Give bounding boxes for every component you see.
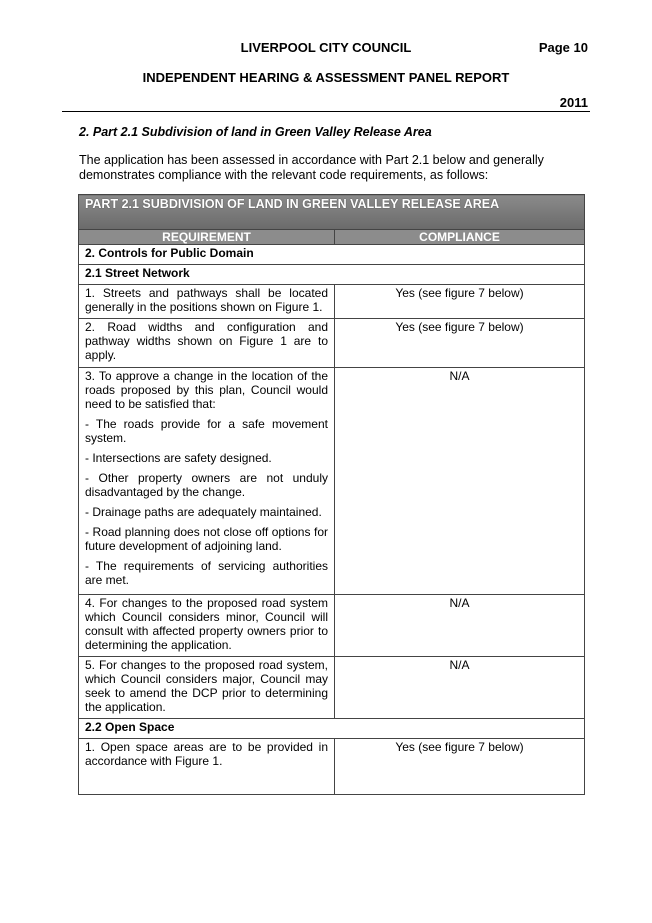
requirement-cell: 5. For changes to the proposed road system, which Council considers major, Council may seek to amend the DCP prior to determining the application.: [79, 657, 335, 719]
subgroup-row: [79, 265, 585, 285]
table-row: [79, 319, 585, 368]
table-title-row: [79, 195, 585, 230]
page-number: Page 10: [538, 40, 588, 55]
table-title: PART 2.1 SUBDIVISION OF LAND IN GREEN VALLEY RELEASE AREA: [79, 195, 585, 230]
table-row: [79, 657, 585, 719]
header-divider: [62, 111, 590, 112]
compliance-cell: Yes (see figure 7 below): [335, 739, 585, 795]
compliance-cell: N/A: [335, 595, 585, 657]
requirement-bullet: - Intersections are safety designed.: [85, 451, 272, 465]
requirement-bullet: - The requirements of servicing authorities are met.: [85, 559, 328, 587]
intro-paragraph: The application has been assessed in accordance with Part 2.1 below and generally demonstrates compliance with the relevant code requirements, as follows:: [79, 153, 544, 182]
column-header-row: [79, 230, 585, 245]
compliance-table: [78, 194, 585, 795]
requirement-cell: 2. Road widths and configuration and pathway widths shown on Figure 1 are to apply.: [79, 319, 335, 368]
subgroup-open-space: 2.2 Open Space: [79, 719, 585, 739]
subgroup-street-network: 2.1 Street Network: [79, 265, 585, 285]
table-row: [79, 368, 585, 595]
requirement-intro: 3. To approve a change in the location of the roads proposed by this plan, Council would need to be satisfied that:: [85, 369, 328, 411]
requirement-bullet: - The roads provide for a safe movement system.: [85, 417, 328, 445]
report-year: 2011: [559, 95, 588, 110]
compliance-cell: Yes (see figure 7 below): [335, 285, 585, 319]
requirement-cell: 4. For changes to the proposed road system which Council considers minor, Council will consult with affected property owners prior to determining the application.: [79, 595, 335, 657]
table-row: [79, 739, 585, 795]
table-row: [79, 285, 585, 319]
council-name: LIVERPOOL CITY COUNCIL: [240, 40, 412, 55]
requirement-bullet: - Road planning does not close off options for future development of adjoining land.: [85, 525, 328, 553]
table-row: [79, 595, 585, 657]
group-row: [79, 245, 585, 265]
compliance-cell: N/A: [335, 657, 585, 719]
column-header-compliance: COMPLIANCE: [335, 230, 585, 245]
compliance-cell: N/A: [335, 368, 585, 595]
requirement-bullet: - Other property owners are not unduly disadvantaged by the change.: [85, 471, 328, 499]
subgroup-row: [79, 719, 585, 739]
requirement-cell: 1. Open space areas are to be provided in accordance with Figure 1.: [79, 739, 335, 795]
group-controls-public-domain: 2. Controls for Public Domain: [79, 245, 585, 265]
requirement-cell: 1. Streets and pathways shall be located generally in the positions shown on Figure 1.: [79, 285, 335, 319]
requirement-cell: [79, 368, 335, 595]
report-title: INDEPENDENT HEARING & ASSESSMENT PANEL REPORT: [142, 70, 510, 85]
compliance-cell: Yes (see figure 7 below): [335, 319, 585, 368]
column-header-requirement: REQUIREMENT: [79, 230, 335, 245]
requirement-bullet: - Drainage paths are adequately maintained.: [85, 505, 322, 519]
section-heading: 2. Part 2.1 Subdivision of land in Green Valley Release Area: [79, 125, 432, 139]
